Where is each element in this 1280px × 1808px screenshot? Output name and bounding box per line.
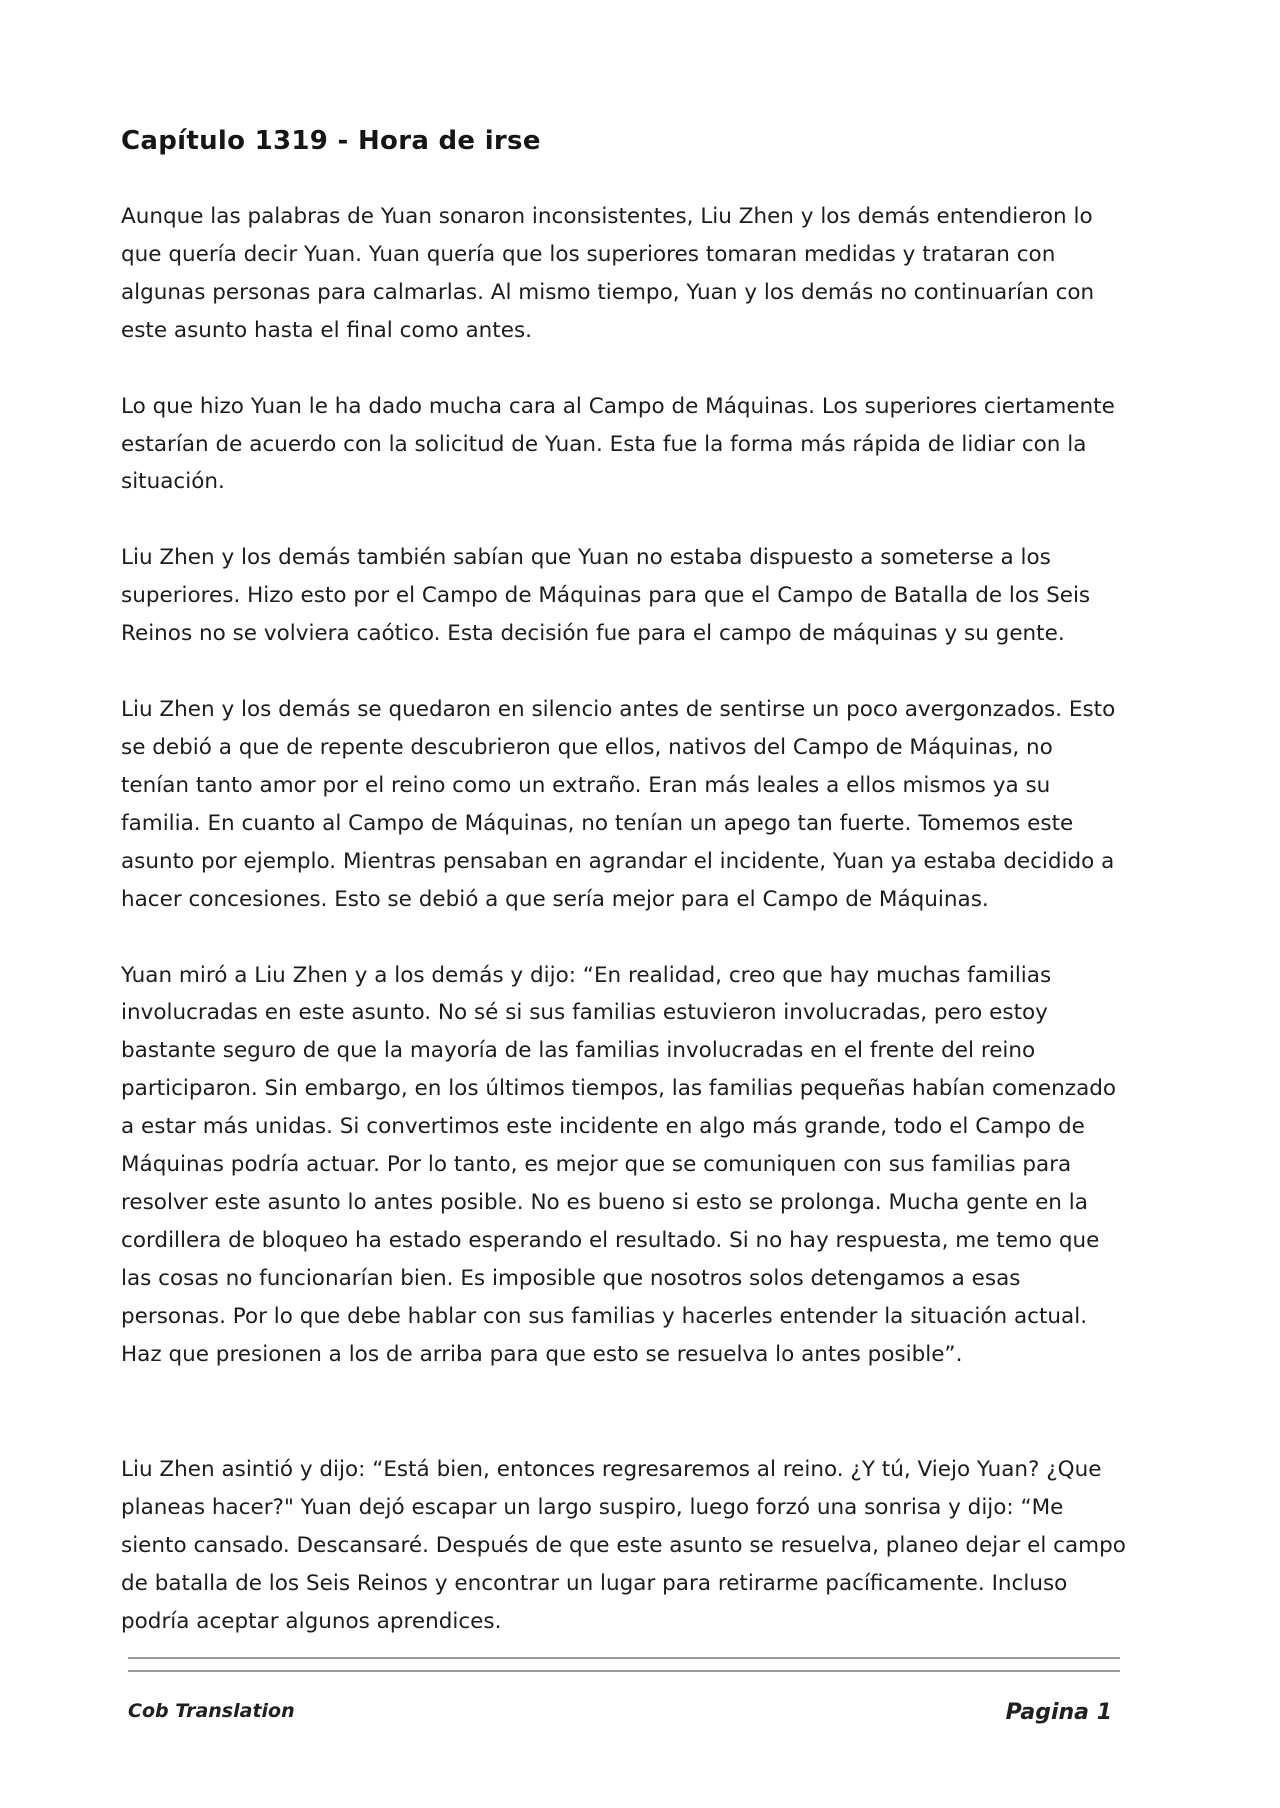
paragraph: Liu Zhen y los demás también sabían que Yuan no estaba dispuesto a someterse a los superiores. Hizo esto por el Campo de Máquinas para que el Campo de Batalla de los Seis Reinos no se volviera caótico. Esta decisión fue para el campo de máquinas y su gente. — [121, 545, 1091, 647]
footer-divider — [128, 1657, 1120, 1683]
divider-line — [128, 1670, 1120, 1672]
page-number: Pagina 1 — [1005, 1700, 1112, 1725]
paragraph: Aunque las palabras de Yuan sonaron inconsistentes, Liu Zhen y los demás entendieron lo que quería decir Yuan. Yuan quería que los superiores tomaran medidas y trataran con algunas personas para calmarlas. Al mismo tiempo, Yuan y los demás no continuarían con este asunto hasta el final como antes. — [121, 204, 1095, 343]
chapter-title: Capítulo 1319 - Hora de irse — [121, 126, 541, 156]
chapter-body — [121, 198, 1126, 1679]
footer-credit: Cob Translation — [128, 1700, 295, 1722]
divider-line — [128, 1657, 1120, 1659]
paragraph: Yuan miró a Liu Zhen y a los demás y dijo: “En realidad, creo que hay muchas familias involucradas en este asunto. No sé si sus familias estuvieron involucradas, pero estoy bastante seguro de que la mayoría de las familias involucradas en el frente del reino participaron. Sin embargo, en los últimos tiempos, las familias pequeñas habían comenzado a estar más unidas. Si convertimos este incidente en algo más grande, todo el Campo de Máquinas podría actuar. Por lo tanto, es mejor que se comuniquen con sus familias para resolver este asunto lo antes posible. No es bueno si esto se prolonga. Mucha gente en la cordillera de bloqueo ha estado esperando el resultado. Si no hay respuesta, me temo que las cosas no funcionarían bien. Es imposible que nosotros solos detengamos a esas personas. Por lo que debe hablar con sus familias y hacerles entender la situación actual. Haz que presionen a los de arriba para que esto se resuelva lo antes posible”. — [121, 962, 1117, 1367]
paragraph: Lo que hizo Yuan le ha dado mucha cara al Campo de Máquinas. Los superiores ciertamente estarían de acuerdo con la solicitud de Yuan. Esta fue la forma más rápida de lidiar con la situación. — [121, 393, 1115, 495]
paragraph: Liu Zhen asintió y dijo: “Está bien, entonces regresaremos al reino. ¿Y tú, Viejo Yuan? ¿Que planeas hacer?" Yuan dejó escapar un largo suspiro, luego forzó una sonrisa y dijo: “Me siento cansado. Descansaré. Después de que este asunto se resuelva, planeo dejar el campo de batalla de los Seis Reinos y encontrar un lugar para retirarme pacíficamente. Incluso podría aceptar algunos aprendices. — [121, 1457, 1126, 1635]
paragraph: Liu Zhen y los demás se quedaron en silencio antes de sentirse un poco avergonzados. Esto se debió a que de repente descubrieron que ellos, nativos del Campo de Máquinas, no tenían tanto amor por el reino como un extraño. Eran más leales a ellos mismos ya su familia. En cuanto al Campo de Máquinas, no tenían un apego tan fuerte. Tomemos este asunto por ejemplo. Mientras pensaban en agrandar el incidente, Yuan ya estaba decidido a hacer concesiones. Esto se debió a que sería mejor para el Campo de Máquinas. — [121, 697, 1116, 912]
